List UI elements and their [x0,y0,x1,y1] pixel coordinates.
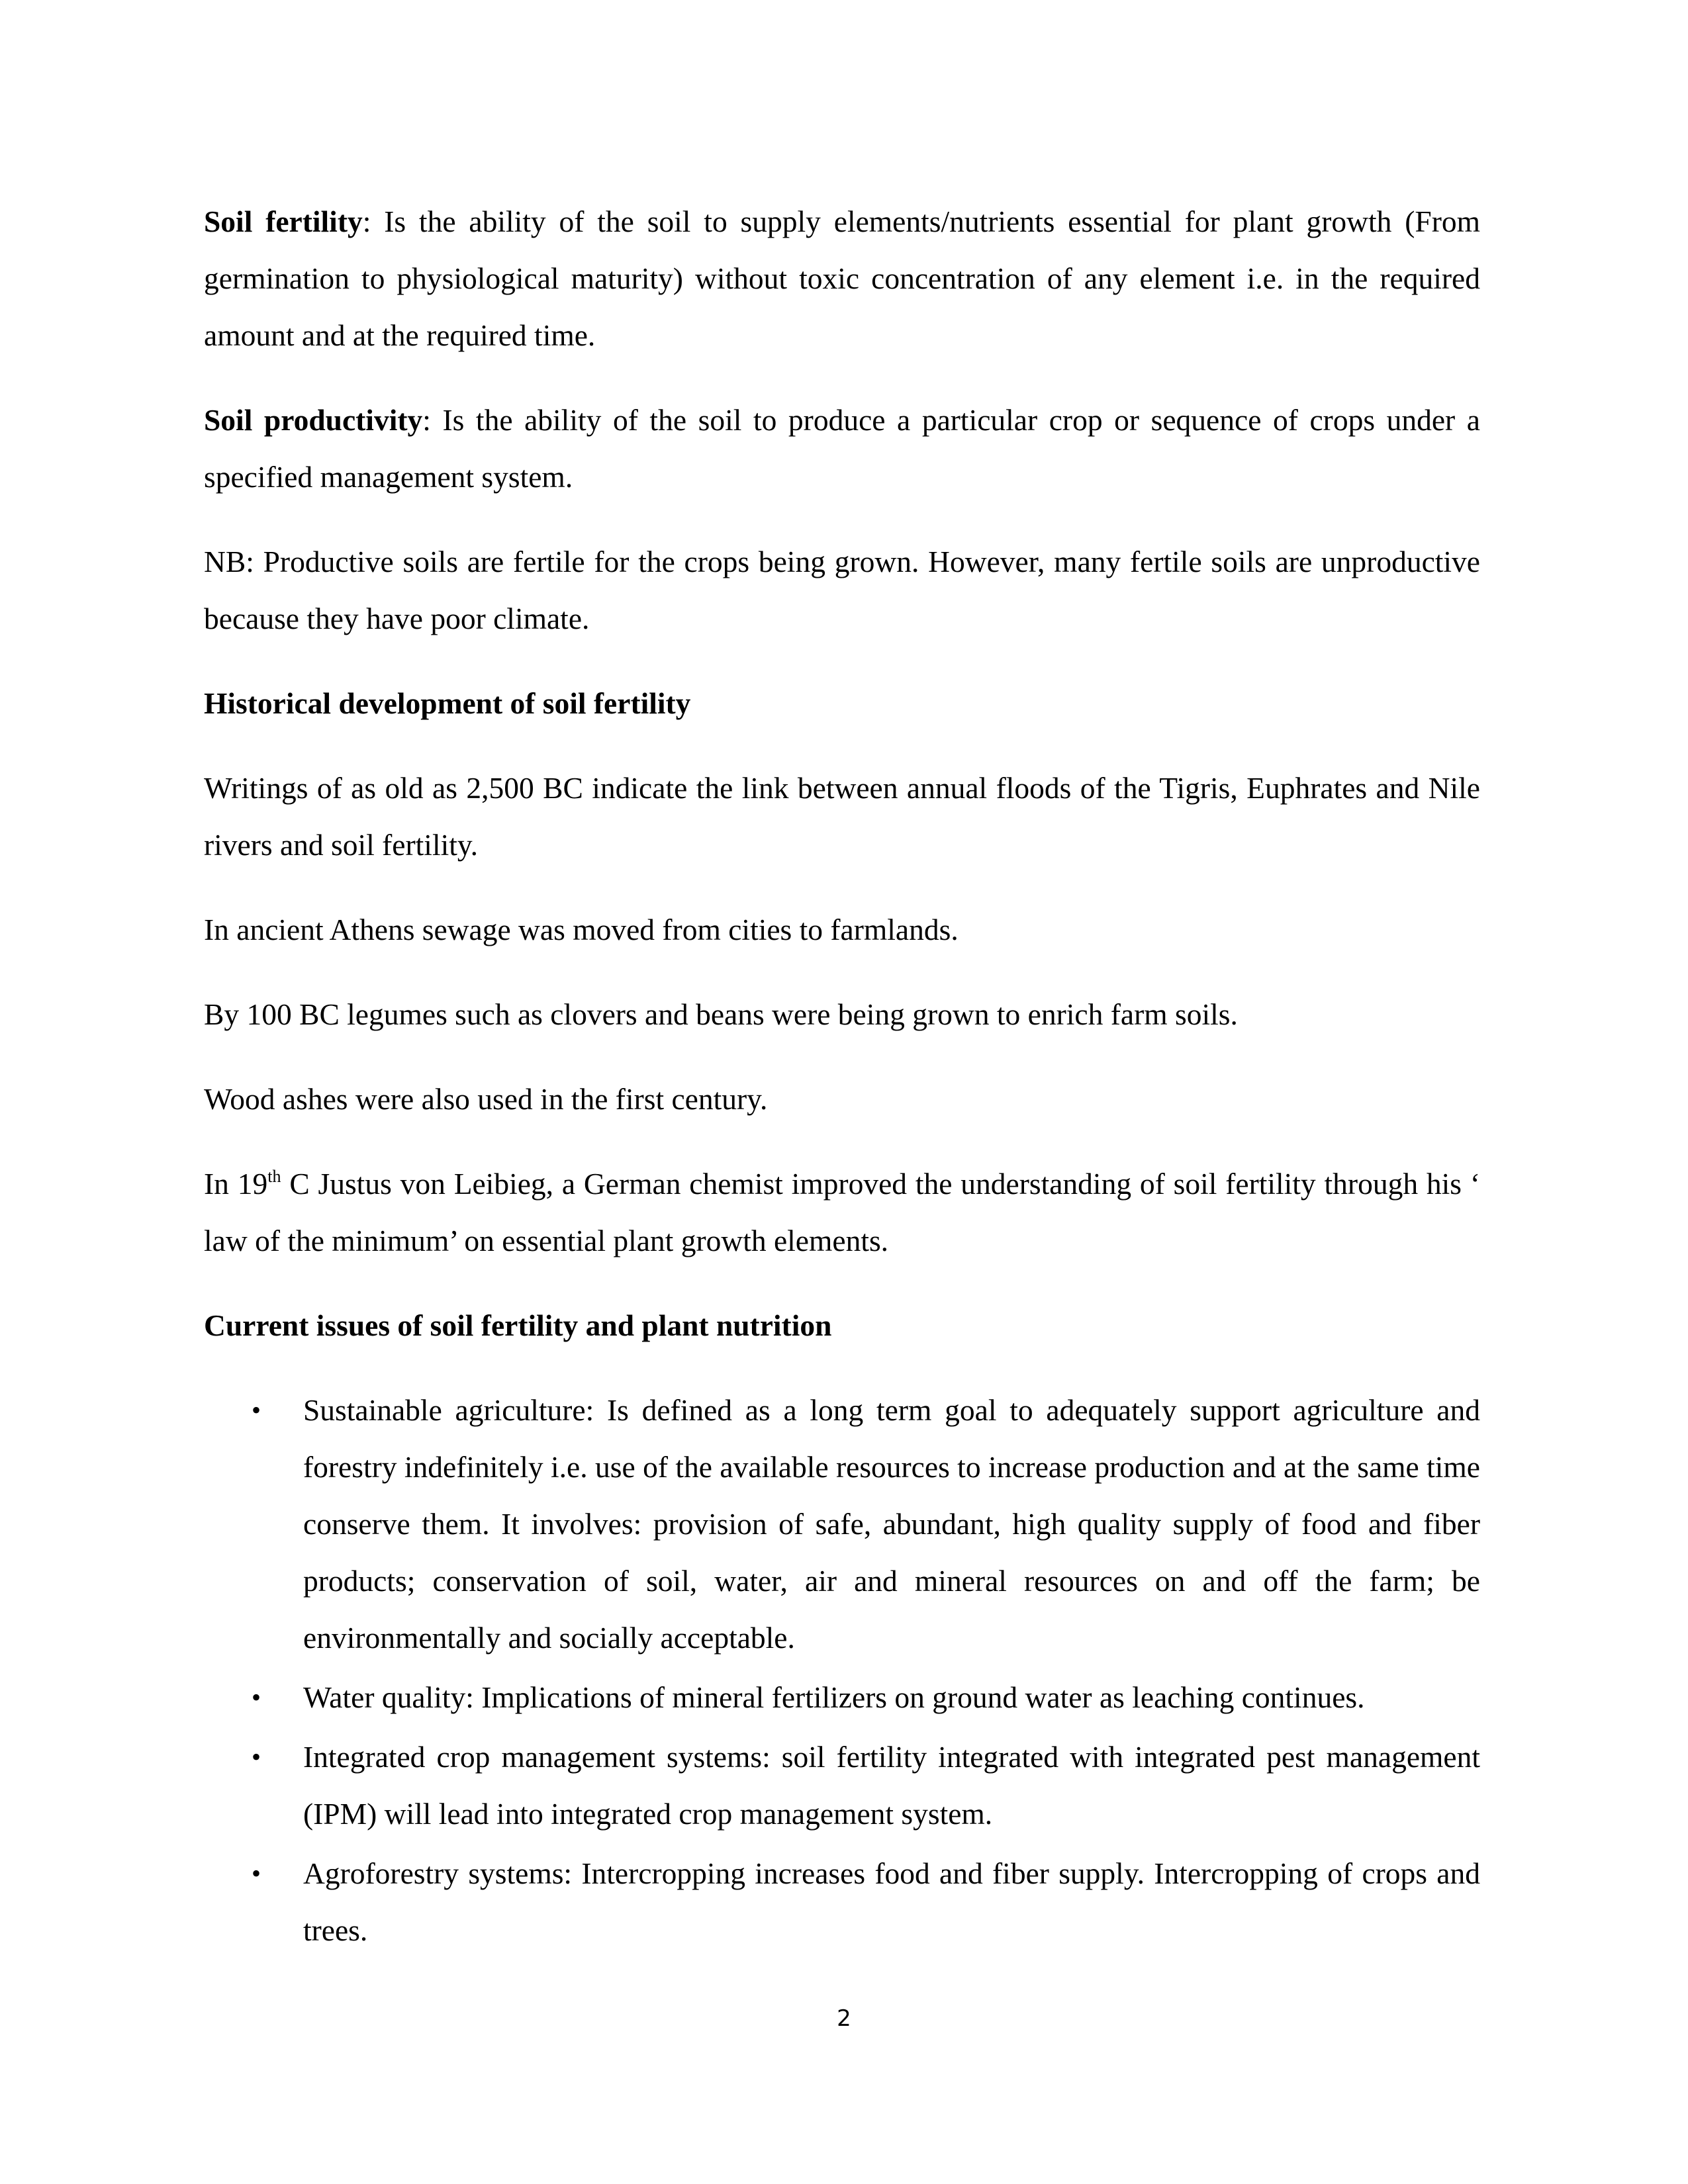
nb-note: NB: Productive soils are fertile for the crops being grown. However, many fertile soils are unproductive because they have poor climate. [204,545,1480,635]
soil-fertility-term: Soil fertility [204,205,363,238]
soil-fertility-text: : Is the ability of the soil to supply elements/nutrients essential for plant growth (From germination to physiological maturity) without toxic concentration of any element i.e. in the required amount and at the required time. [204,205,1480,352]
historical-p5-after: C Justus von Leibieg, a German chemist improved the understanding of soil fertility through his ‘ law of the minimum’ on essential plant growth elements. [204,1167,1480,1257]
current-issues-list [204,1382,1480,1959]
list-item-text: Sustainable agriculture: Is defined as a long term goal to adequately support agriculture and forestry indefinitely i.e. use of the available resources to increase production and at the same time conserve them. It involves: provision of safe, abundant, high quality supply of food and fiber products; conservation of soil, water, air and mineral resources on and off the farm; be environmentally and socially acceptable. [303,1393,1480,1655]
current-issues-heading: Current issues of soil fertility and plant nutrition [204,1308,832,1342]
list-item [204,1729,1480,1843]
list-item-text: Water quality: Implications of mineral fertilizers on ground water as leaching continues. [303,1680,1365,1714]
list-item-text: Agroforestry systems: Intercropping increases food and fiber supply. Intercropping of crops and trees. [303,1856,1480,1947]
historical-heading: Historical development of soil fertility [204,686,691,720]
list-item [204,1669,1480,1726]
bullet-icon: • [252,1395,261,1425]
historical-paragraph-2: In ancient Athens sewage was moved from cities to farmlands. [204,913,959,946]
bullet-icon: • [252,1858,261,1888]
page-number: 2 [837,2005,851,2032]
bullet-icon: • [252,1682,261,1712]
list-item-text: Integrated crop management systems: soil fertility integrated with integrated pest management (IPM) will lead into integrated crop management system. [303,1740,1480,1831]
historical-p5-before: In 19 [204,1167,268,1201]
list-item [204,1845,1480,1959]
historical-p5-superscript: th [267,1167,281,1186]
historical-paragraph-4: Wood ashes were also used in the first century. [204,1082,768,1116]
soil-productivity-text: : Is the ability of the soil to produce a particular crop or sequence of crops under a specified management system. [204,403,1480,494]
historical-paragraph-5 [204,1156,1480,1269]
list-item [204,1382,1480,1666]
soil-fertility-definition [204,193,1480,364]
document-page [204,193,1480,1962]
soil-productivity-definition [204,392,1480,506]
historical-paragraph-1: Writings of as old as 2,500 BC indicate the link between annual floods of the Tigris, Euphrates and Nile rivers and soil fertility. [204,771,1480,862]
soil-productivity-term: Soil productivity [204,403,423,437]
historical-paragraph-3: By 100 BC legumes such as clovers and beans were being grown to enrich farm soils. [204,997,1238,1031]
bullet-icon: • [252,1742,261,1772]
